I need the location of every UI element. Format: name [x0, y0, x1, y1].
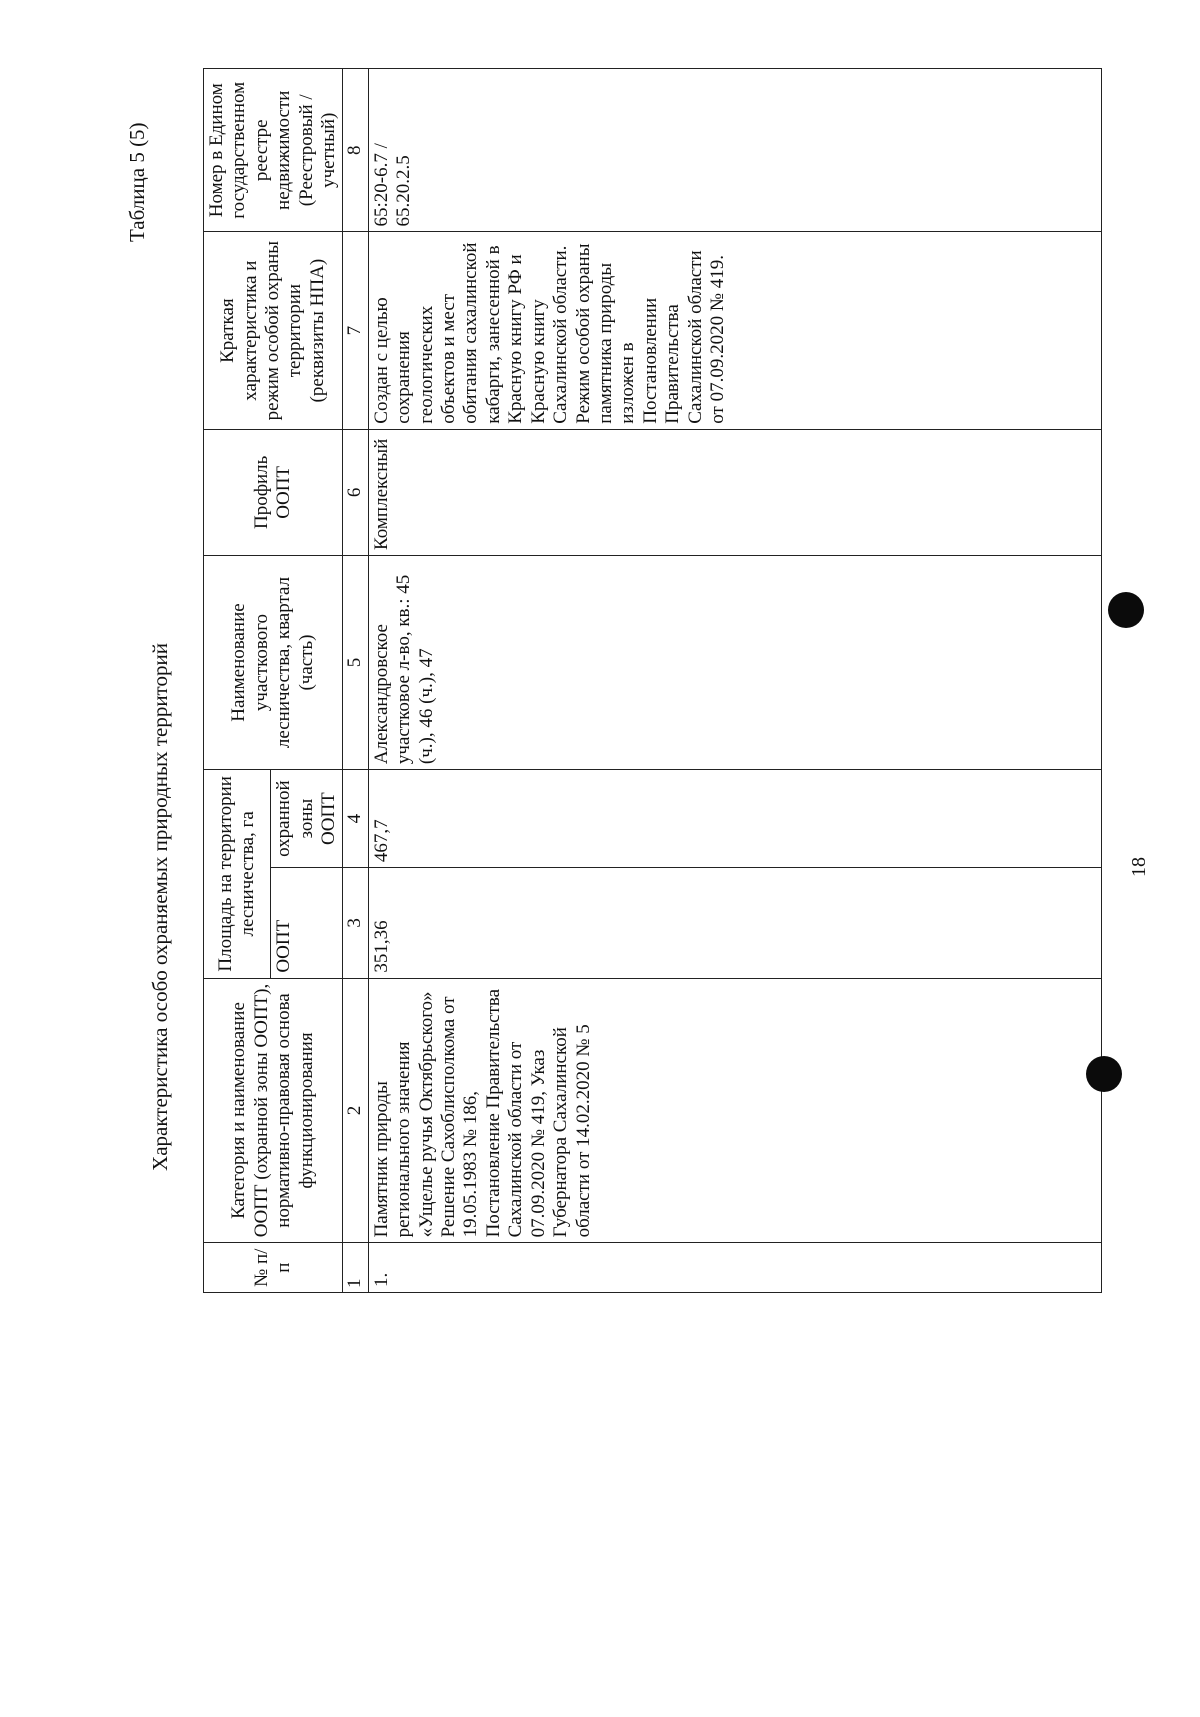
column-number-4: 4 [343, 770, 368, 868]
column-number-3: 3 [343, 868, 368, 978]
column-number-1: 1 [343, 1243, 368, 1293]
header-area-zone: охранной зоны ООПТ [271, 770, 343, 868]
punch-hole-mark-lower [1086, 1056, 1122, 1092]
header-forestry: Наименование участкового лесничества, квартал (часть) [204, 555, 343, 769]
row-number: 1. [368, 1243, 1102, 1293]
table-caption: Таблица 5 (5) [125, 122, 149, 242]
column-number-6: 6 [343, 429, 368, 555]
header-profile: Профиль ООПТ [204, 429, 343, 555]
header-area-oopt: ООПТ [271, 868, 343, 978]
protected-areas-table [203, 68, 1102, 1293]
header-description: Краткая характеристика и режим особой охраны территории (реквизиты НПА) [204, 232, 343, 429]
column-number-8: 8 [343, 69, 368, 233]
header-number: № п/п [204, 1243, 343, 1293]
document-title: Характеристика особо охраняемых природных территорий [148, 643, 172, 1171]
punch-hole-mark-upper [1108, 592, 1144, 628]
page-number: 18 [1128, 857, 1150, 877]
header-registry: Номер в Едином государственном реестре недвижимости (Реестровый / учетный) [204, 69, 343, 233]
column-number-7: 7 [343, 232, 368, 429]
header-area-group: Площадь на территории лесничества, га [204, 770, 271, 979]
row-forestry: Александровское участковое л-во, кв.: 45 (ч.), 46 (ч.), 47 [368, 555, 1102, 769]
row-area-oopt: 351,36 [368, 868, 1102, 978]
table-row [368, 69, 1102, 1293]
row-registry: 65:20-6.7 / 65.20.2.5 [368, 69, 1102, 233]
row-description: Создан с целью сохранения геологических объектов и мест обитания сахалинской кабарги, занесенной в Красную книгу РФ и Красную книгу Сахалинской области. Режим особой охраны памятника природы изложен в Постановлении Правительства Сахалинской области от 07.09.2020 № 419. [368, 232, 1102, 429]
header-category: Категория и наименование ООПТ (охранной зоны ООПТ), нормативно-правовая основа функционирования [204, 978, 343, 1243]
column-number-2: 2 [343, 978, 368, 1243]
column-number-5: 5 [343, 555, 368, 769]
row-area-zone: 467,7 [368, 770, 1102, 868]
row-profile: Комплексный [368, 429, 1102, 555]
row-category: Памятник природы регионального значения «Ущелье ручья Октябрьского» Решение Сахоблисполкома от 19.05.1983 № 186, Постановление Правительства Сахалинской области от 07.09.2020 № 419, Указ Губернатора Сахалинской области от 14.02.2020 № 5 [368, 978, 1102, 1243]
